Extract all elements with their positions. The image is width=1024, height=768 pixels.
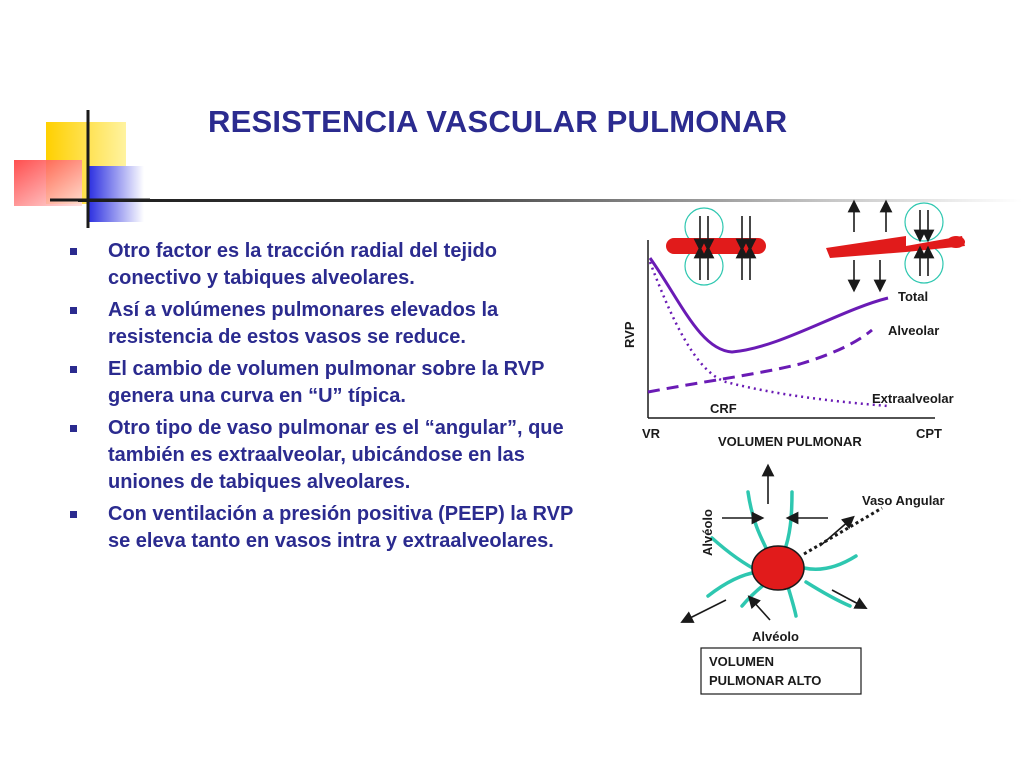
x-axis-label: VOLUMEN PULMONAR: [718, 434, 862, 449]
alveolus-bottom-label: Alvéolo: [752, 629, 799, 644]
bullet-item: [66, 501, 586, 555]
angular-vessel-diagram: [660, 462, 980, 702]
bullet-marker: [70, 307, 77, 314]
angular-vessel: [752, 546, 804, 590]
cpt-label: CPT: [916, 426, 942, 441]
bullet-text: Así a volúmenes pulmonares elevados la resistencia de estos vasos se reduce.: [108, 299, 499, 348]
vessel-right: [826, 236, 965, 258]
alveolar-curve: [648, 330, 872, 392]
bullet-item: [66, 415, 586, 496]
bullet-marker: [70, 511, 77, 518]
bullet-item: [66, 238, 586, 292]
bullet-marker: [70, 366, 77, 373]
bullet-item: [66, 297, 586, 351]
bullet-text: Otro tipo de vaso pulmonar es el “angular”, que también es extraalveolar, ubicándose en las uniones de tabiques alveolares.: [108, 417, 564, 493]
alveolus-side-label: Alvéolo: [700, 509, 715, 556]
vessel-left: [666, 238, 766, 254]
bullet-item: [66, 356, 586, 410]
rvp-volume-graph: [600, 198, 980, 460]
extraalveolar-label: Extraalveolar: [872, 391, 954, 406]
alveolar-label: Alveolar: [888, 323, 940, 338]
box-line-1: VOLUMEN: [709, 654, 774, 669]
y-axis-label: RVP: [622, 321, 637, 348]
slide-title: RESISTENCIA VASCULAR PULMONAR: [208, 104, 788, 139]
box-line-2: PULMONAR ALTO: [709, 673, 822, 688]
vessel-label: Vaso Angular: [862, 493, 945, 508]
bullet-marker: [70, 425, 77, 432]
decorative-squares: [0, 0, 200, 230]
alveolus-circle: [905, 203, 943, 241]
deco-blue-square: [88, 166, 144, 222]
bullet-marker: [70, 248, 77, 255]
vr-label: VR: [642, 426, 661, 441]
total-label: Total: [898, 289, 929, 304]
bullet-text: El cambio de volumen pulmonar sobre la RVP genera una curva en “U” típica.: [108, 358, 545, 407]
bullet-list: [66, 238, 586, 560]
bullet-text: Con ventilación a presión positiva (PEEP) la RVP se eleva tanto en vasos intra y extraalveolares.: [108, 503, 573, 552]
bullet-text: Otro factor es la tracción radial del tejido conectivo y tabiques alveolares.: [108, 240, 497, 289]
crf-label: CRF: [710, 401, 737, 416]
